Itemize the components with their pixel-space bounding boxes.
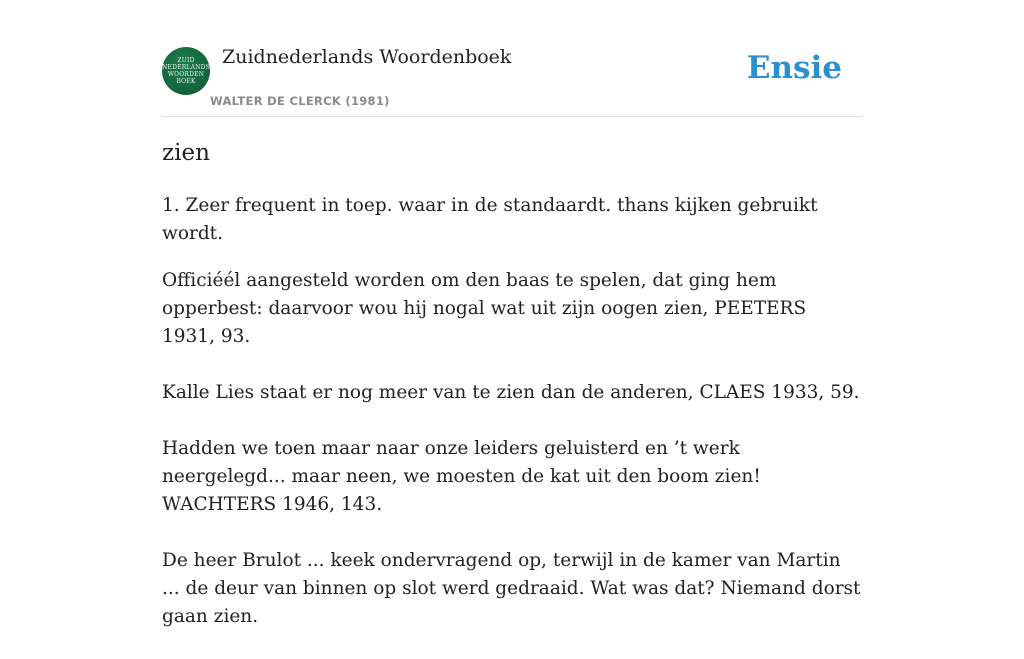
- page-container: [162, 0, 862, 627]
- dictionary-title[interactable]: Zuidnederlands Woordenboek: [222, 46, 512, 68]
- logo-line: NEDERLANDS: [162, 64, 210, 71]
- entry-content: [162, 192, 862, 659]
- logo-line: BOEK: [176, 78, 196, 85]
- entry-definition: 1. Zeer frequent in toep. waar in de standaardt. thans kijken gebruikt wordt.: [162, 195, 818, 244]
- entry-example: Kalle Lies staat er nog meer van te zien dan de anderen, CLAES 1933, 59.: [162, 382, 860, 403]
- ensie-brand-link[interactable]: Ensie: [746, 50, 842, 86]
- entry-example: De heer Brulot ... keek ondervragend op, terwijl in de kamer van Martin ... de deur van binnen op slot werd gedraaid. Wat was dat? Niemand dorst gaan zien.: [162, 550, 861, 627]
- dictionary-header: [162, 0, 862, 117]
- dictionary-logo[interactable]: [162, 47, 210, 95]
- entry-headword: zien: [162, 140, 210, 166]
- entry-example: Hadden we toen maar naar onze leiders geluisterd en ’t werk neergelegd... maar neen, we moesten de kat uit den boom zien! WACHTERS 1946, 143.: [162, 438, 761, 515]
- logo-line: ZUID: [177, 57, 195, 64]
- logo-line: WOORDEN: [167, 71, 205, 78]
- dictionary-author: WALTER DE CLERCK (1981): [210, 94, 390, 108]
- entry-example: Officiéél aangesteld worden om den baas te spelen, dat ging hem opperbest: daarvoor wou hij nogal wat uit zijn oogen zien, PEETERS 1931, 93.: [162, 270, 807, 347]
